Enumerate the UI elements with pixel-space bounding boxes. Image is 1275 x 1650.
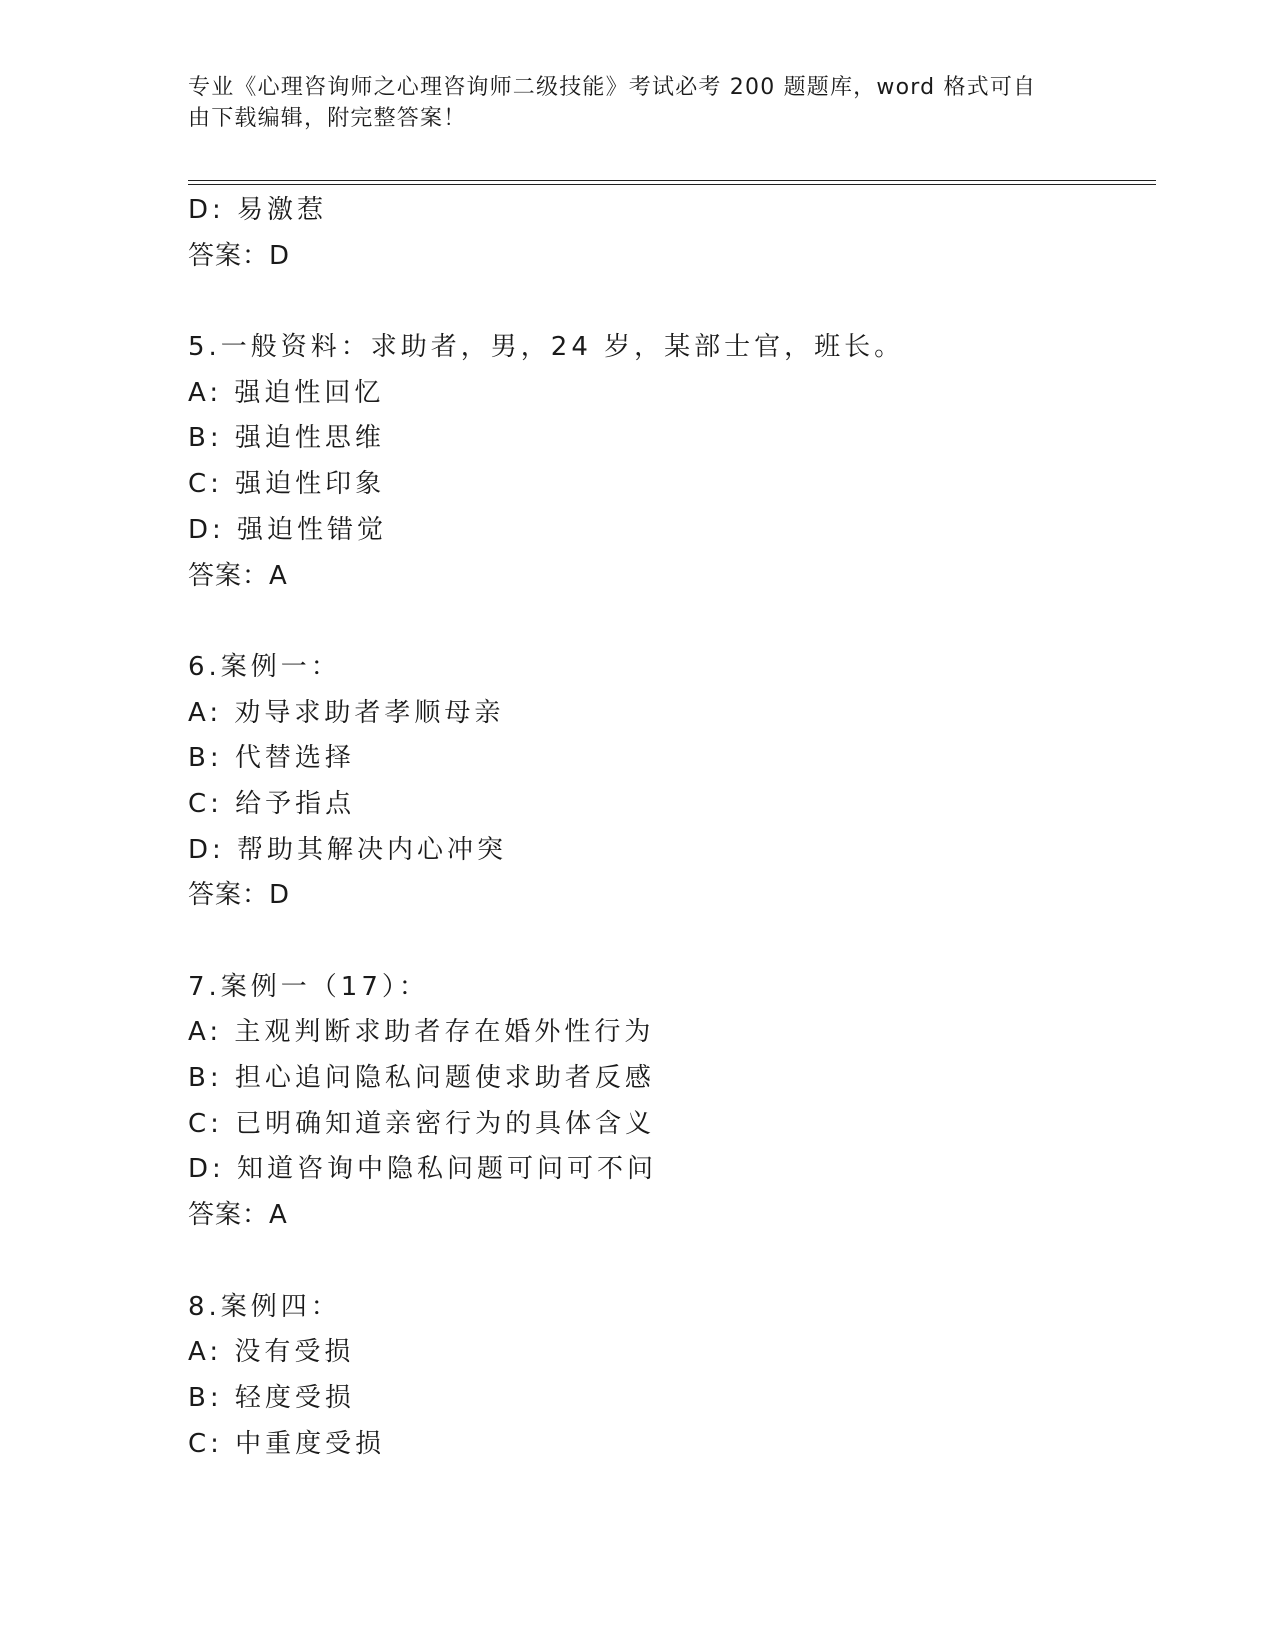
answer-line: 答案：D	[188, 240, 291, 271]
option-b: B: 轻度受损	[188, 1382, 355, 1413]
header-line-2: 由下载编辑，附完整答案！	[188, 106, 467, 131]
question-8: 8.案例四：	[188, 1291, 341, 1322]
header-rule-bottom	[188, 184, 1156, 185]
option-a: A: 没有受损	[188, 1337, 355, 1368]
spacer	[188, 279, 1148, 325]
answer-line: 答案：A	[188, 1200, 288, 1231]
document-header	[188, 72, 1078, 134]
spacer	[188, 919, 1148, 965]
answer-line: 答案：A	[188, 560, 288, 591]
option-c: C: 强迫性印象	[188, 469, 386, 500]
header-rule-top	[188, 180, 1156, 181]
option-b: B: 担心追问隐私问题使求助者反感	[188, 1063, 655, 1094]
question-list	[188, 188, 1148, 1467]
option-d: D: 易激惹	[188, 195, 328, 225]
question-6: 6.案例一：	[188, 651, 341, 682]
question-7: 7.案例一（17）：	[188, 971, 429, 1002]
option-b: B: 强迫性思维	[188, 423, 385, 454]
option-c: C: 中重度受损	[188, 1428, 386, 1459]
spacer	[188, 1239, 1148, 1285]
option-a: A: 劝导求助者孝顺母亲	[188, 697, 505, 728]
option-c: C: 给予指点	[188, 788, 356, 819]
option-d: D: 强迫性错觉	[188, 514, 388, 545]
option-a: A: 主观判断求助者存在婚外性行为	[188, 1017, 655, 1048]
option-a: A: 强迫性回忆	[188, 377, 385, 408]
spacer	[188, 599, 1148, 645]
question-5: 5.一般资料：求助者，男，24 岁，某部士官，班长。	[188, 332, 905, 363]
answer-line: 答案：D	[188, 880, 291, 911]
option-d: D: 帮助其解决内心冲突	[188, 834, 508, 865]
option-c: C: 已明确知道亲密行为的具体含义	[188, 1108, 656, 1139]
option-d: D: 知道咨询中隐私问题可问可不问	[188, 1154, 658, 1185]
header-line-1: 专业《心理咨询师之心理咨询师二级技能》考试必考 200 题题库，word 格式可自	[188, 75, 1037, 100]
option-b: B: 代替选择	[188, 743, 355, 774]
